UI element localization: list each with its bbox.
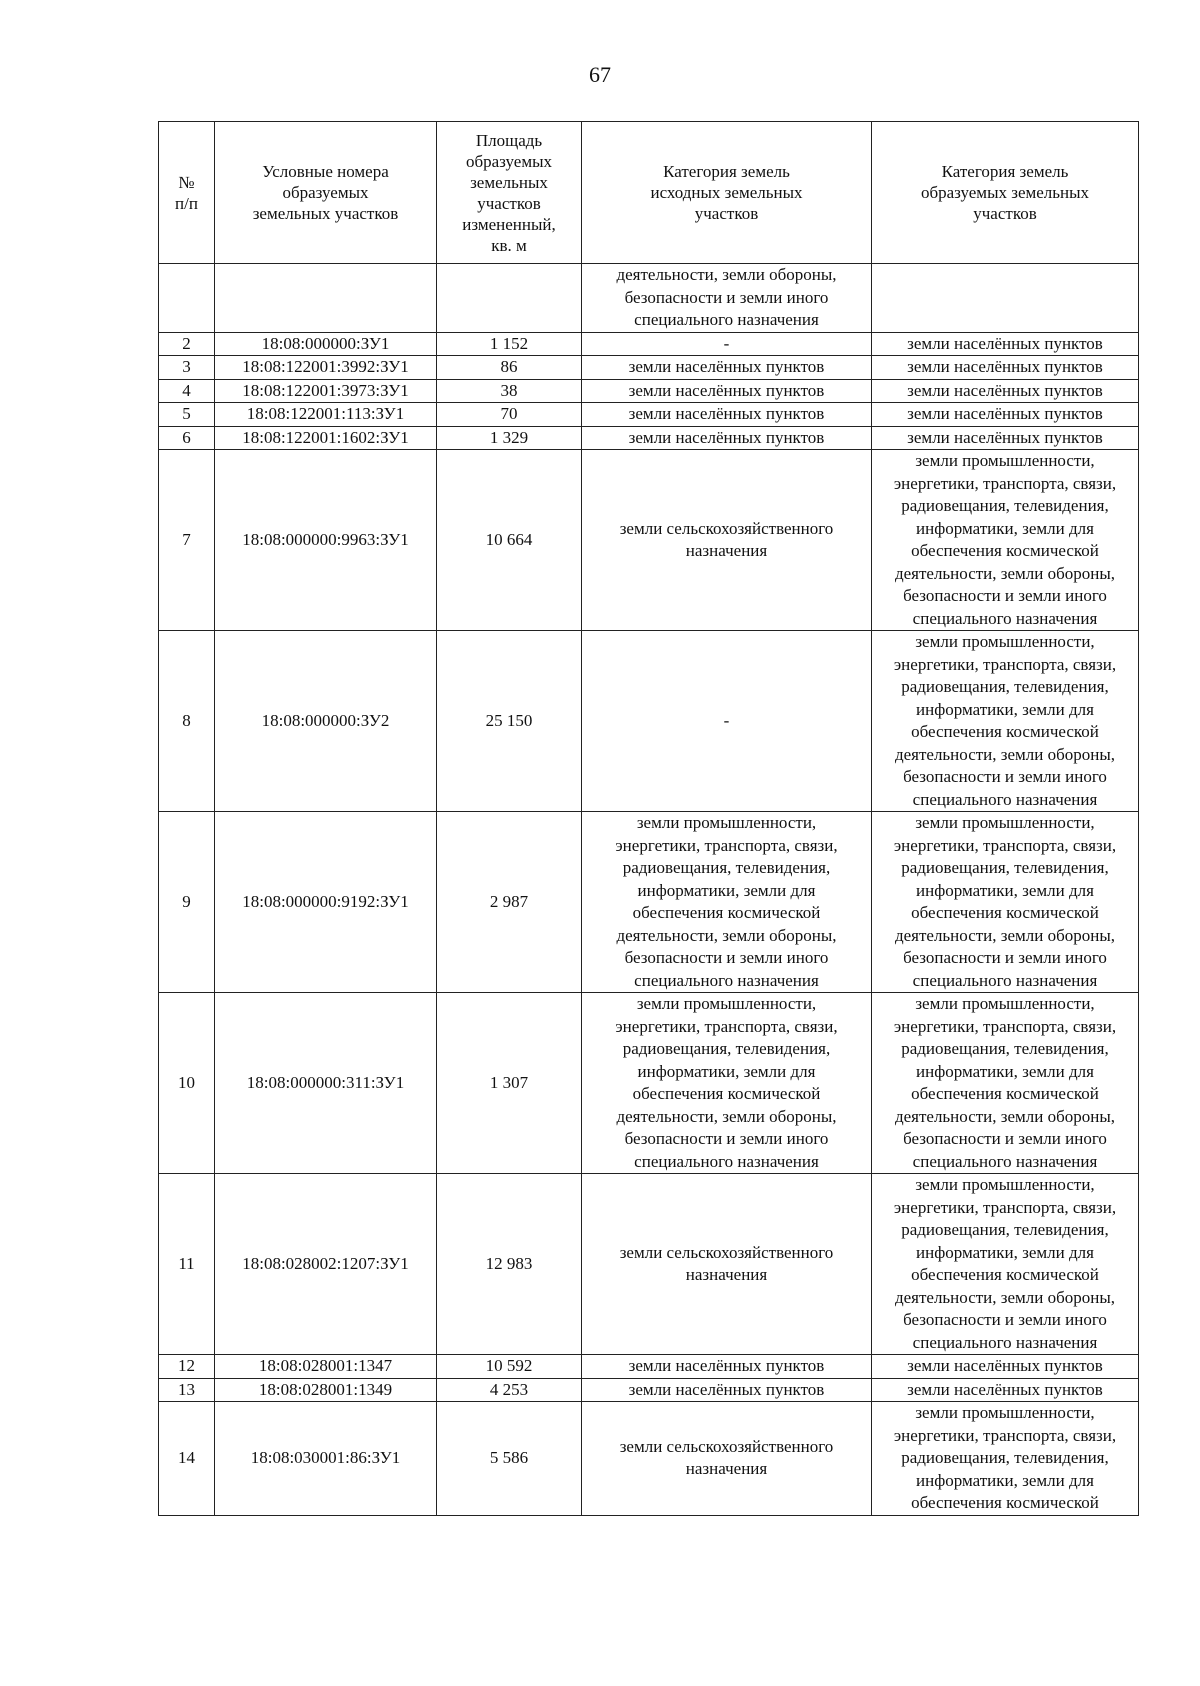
table-row <box>159 1174 1139 1355</box>
header-target-category: Категория земель образуемых земельных участков <box>872 122 1139 264</box>
cell-source-category: земли промышленности, энергетики, транспорта, связи, радиовещания, телевидения, информатики, земли для обеспечения космической деятельности, земли обороны, безопасности и земли иного специального назначения <box>582 993 872 1174</box>
cell-num: 2 <box>159 332 215 356</box>
cell-num: 6 <box>159 426 215 450</box>
cell-target-category: земли населённых пунктов <box>872 403 1139 427</box>
cell-source-category: земли населённых пунктов <box>582 379 872 403</box>
cell-plot-id: 18:08:122001:3992:ЗУ1 <box>215 356 437 380</box>
cell-plot-id: 18:08:122001:3973:ЗУ1 <box>215 379 437 403</box>
cell-source-category: земли сельскохозяйственного назначения <box>582 1174 872 1355</box>
cell-area <box>437 264 582 333</box>
cell-target-category: земли населённых пунктов <box>872 1355 1139 1379</box>
cell-num: 13 <box>159 1378 215 1402</box>
cell-area: 2 987 <box>437 812 582 993</box>
cell-target-category: земли населённых пунктов <box>872 332 1139 356</box>
cell-num <box>159 264 215 333</box>
cell-area: 70 <box>437 403 582 427</box>
table-row <box>159 812 1139 993</box>
cell-plot-id: 18:08:000000:ЗУ2 <box>215 631 437 812</box>
table-row <box>159 1402 1139 1516</box>
table-row <box>159 1355 1139 1379</box>
cell-plot-id: 18:08:028001:1349 <box>215 1378 437 1402</box>
cell-target-category: земли населённых пунктов <box>872 1378 1139 1402</box>
cell-num: 5 <box>159 403 215 427</box>
cell-target-category <box>872 264 1139 333</box>
cell-plot-id: 18:08:000000:311:ЗУ1 <box>215 993 437 1174</box>
header-source-category: Категория земель исходных земельных участков <box>582 122 872 264</box>
cell-source-category: земли населённых пунктов <box>582 1378 872 1402</box>
cell-area: 4 253 <box>437 1378 582 1402</box>
page-number: 67 <box>589 62 611 87</box>
cell-num: 10 <box>159 993 215 1174</box>
cell-num: 11 <box>159 1174 215 1355</box>
cell-target-category: земли населённых пунктов <box>872 356 1139 380</box>
header-area: Площадь образуемых земельных участков измененный, кв. м <box>437 122 582 264</box>
cell-area: 86 <box>437 356 582 380</box>
table-row <box>159 1378 1139 1402</box>
cell-target-category: земли населённых пунктов <box>872 426 1139 450</box>
cell-num: 3 <box>159 356 215 380</box>
table-row <box>159 356 1139 380</box>
cell-area: 5 586 <box>437 1402 582 1516</box>
cell-target-category: земли промышленности, энергетики, транспорта, связи, радиовещания, телевидения, информатики, земли для обеспечения космической деятельности, земли обороны, безопасности и земли иного специального назначения <box>872 993 1139 1174</box>
cell-source-category: земли населённых пунктов <box>582 1355 872 1379</box>
cell-num: 8 <box>159 631 215 812</box>
cell-source-category: земли промышленности, энергетики, транспорта, связи, радиовещания, телевидения, информатики, земли для обеспечения космической деятельности, земли обороны, безопасности и земли иного специального назначения <box>582 812 872 993</box>
cell-num: 14 <box>159 1402 215 1516</box>
cell-plot-id: 18:08:028001:1347 <box>215 1355 437 1379</box>
cell-num: 9 <box>159 812 215 993</box>
cell-source-category: земли населённых пунктов <box>582 426 872 450</box>
cell-plot-id: 18:08:000000:9963:ЗУ1 <box>215 450 437 631</box>
cell-source-category: деятельности, земли обороны, безопасности и земли иного специального назначения <box>582 264 872 333</box>
table-row <box>159 631 1139 812</box>
cell-num: 4 <box>159 379 215 403</box>
cell-area: 10 592 <box>437 1355 582 1379</box>
cell-area: 25 150 <box>437 631 582 812</box>
cell-plot-id <box>215 264 437 333</box>
cell-target-category: земли промышленности, энергетики, транспорта, связи, радиовещания, телевидения, информатики, земли для обеспечения космической <box>872 1402 1139 1516</box>
cell-area: 10 664 <box>437 450 582 631</box>
table-row <box>159 450 1139 631</box>
land-plots-table <box>158 121 1139 1516</box>
cell-plot-id: 18:08:028002:1207:ЗУ1 <box>215 1174 437 1355</box>
cell-target-category: земли промышленности, энергетики, транспорта, связи, радиовещания, телевидения, информатики, земли для обеспечения космической деятельности, земли обороны, безопасности и земли иного специального назначения <box>872 812 1139 993</box>
cell-area: 38 <box>437 379 582 403</box>
cell-num: 7 <box>159 450 215 631</box>
cell-num: 12 <box>159 1355 215 1379</box>
table-row <box>159 993 1139 1174</box>
cell-target-category: земли промышленности, энергетики, транспорта, связи, радиовещания, телевидения, информатики, земли для обеспечения космической деятельности, земли обороны, безопасности и земли иного специального назначения <box>872 450 1139 631</box>
cell-source-category: - <box>582 631 872 812</box>
cell-target-category: земли промышленности, энергетики, транспорта, связи, радиовещания, телевидения, информатики, земли для обеспечения космической деятельности, земли обороны, безопасности и земли иного специального назначения <box>872 1174 1139 1355</box>
table-row <box>159 379 1139 403</box>
cell-area: 1 307 <box>437 993 582 1174</box>
cell-plot-id: 18:08:030001:86:ЗУ1 <box>215 1402 437 1516</box>
cell-source-category: земли сельскохозяйственного назначения <box>582 1402 872 1516</box>
table-row <box>159 426 1139 450</box>
cell-area: 1 152 <box>437 332 582 356</box>
cell-plot-id: 18:08:000000:ЗУ1 <box>215 332 437 356</box>
header-plot-id: Условные номера образуемых земельных участков <box>215 122 437 264</box>
table-row-continuation <box>159 264 1139 333</box>
cell-target-category: земли населённых пунктов <box>872 379 1139 403</box>
cell-source-category: земли сельскохозяйственного назначения <box>582 450 872 631</box>
cell-plot-id: 18:08:122001:1602:ЗУ1 <box>215 426 437 450</box>
cell-target-category: земли промышленности, энергетики, транспорта, связи, радиовещания, телевидения, информатики, земли для обеспечения космической деятельности, земли обороны, безопасности и земли иного специального назначения <box>872 631 1139 812</box>
cell-source-category: земли населённых пунктов <box>582 403 872 427</box>
cell-plot-id: 18:08:000000:9192:ЗУ1 <box>215 812 437 993</box>
cell-plot-id: 18:08:122001:113:ЗУ1 <box>215 403 437 427</box>
cell-area: 12 983 <box>437 1174 582 1355</box>
header-num: № п/п <box>159 122 215 264</box>
table-body <box>159 264 1139 1516</box>
table-header-row <box>159 122 1139 264</box>
cell-source-category: - <box>582 332 872 356</box>
cell-source-category: земли населённых пунктов <box>582 356 872 380</box>
cell-area: 1 329 <box>437 426 582 450</box>
table-row <box>159 403 1139 427</box>
table-row <box>159 332 1139 356</box>
